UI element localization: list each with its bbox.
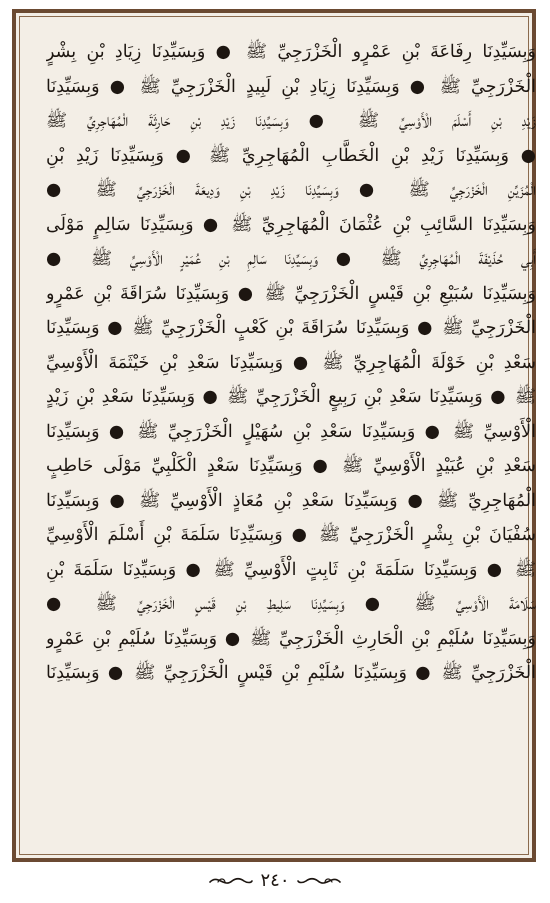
text-line: ﷺ ● وَبِسَيِّدِنَا سَلَمَةَ بْنِ ثَابِتٍ الْأَوْسِيِّ ﷺ ● وَبِسَيِّدِنَا سَلَمَةَ بْنِ: [46, 559, 536, 580]
text-line: أَبِي حُذَيْفَةَ الْمُهَاجِرِيِّ ﷺ ● وَبِسَيِّدِنَا سَالِمِ بْنِ عُمَيْرٍ الْأَوْسِيِّ ﷺ ●: [46, 249, 536, 269]
text-line: ● وَبِسَيِّدِنَا زَيْدِ بْنِ الْخَطَّابِ الْمُهَاجِرِيِّ ﷺ ● وَبِسَيِّدِنَا زَيْدِ بْنِ: [46, 145, 536, 166]
page-number: ٢٤٠: [260, 870, 290, 891]
text-line: سَلَامَةَ الْأَوْسِيِّ ﷺ ● وَبِسَيِّدِنَا سَلِيطِ بْنِ قَيْسٍ الْخَزْرَجِيِّ ﷺ ●: [46, 594, 536, 614]
page-frame: [12, 9, 536, 862]
text-line: الْخَزْرَجِيِّ ﷺ ● وَبِسَيِّدِنَا زِيَادِ بْنِ لَبِيدٍ الْخَزْرَجِيِّ ﷺ ● وَبِسَيِّدِنَا: [46, 76, 536, 97]
right-ornament-icon: [296, 872, 342, 890]
text-line: ﷺ ● وَبِسَيِّدِنَا سَعْدِ بْنِ رَبِيعٍ الْخَزْرَجِيِّ ﷺ ● وَبِسَيِّدِنَا سَعْدِ بْنِ زَيْدٍ: [46, 387, 536, 407]
text-line: وَبِسَيِّدِنَا رِفَاعَةَ بْنِ عَمْرٍو الْخَزْرَجِيِّ ﷺ ● وَبِسَيِّدِنَا زِيَادِ بْنِ بِشْرٍ: [46, 42, 536, 62]
text-line: الْأَوْسِيِّ ﷺ ● وَبِسَيِّدِنَا سَعْدِ بْنِ سُهَيْلٍ الْخَزْرَجِيِّ ﷺ ● وَبِسَيِّدِنَا: [46, 421, 536, 442]
text-line: زَيْدِ بْنِ أَسْلَمَ الْأَوْسِيِّ ﷺ ● وَبِسَيِّدِنَا زَيْدِ بْنِ حَارِثَةَ الْمُهَاجِرِيِّ ﷺ: [46, 111, 536, 131]
text-line: الْخَزْرَجِيِّ ﷺ ● وَبِسَيِّدِنَا سُلَيْمِ بْنِ قَيْسٍ الْخَزْرَجِيِّ ﷺ ● وَبِسَيِّدِنَا: [46, 663, 536, 683]
text-line: سَعْدِ بْنِ خَوْلَةَ الْمُهَاجِرِيِّ ﷺ ● وَبِسَيِّدِنَا سَعْدِ بْنِ خَيْثَمَةَ الْأَوْسِيِّ: [46, 352, 536, 373]
text-line: سَعْدِ بْنِ عُبَيْدٍ الْأَوْسِيِّ ﷺ ● وَبِسَيِّدِنَا سَعْدٍ الْكَلْبِيِّ مَوْلَى حَاطِبٍ: [46, 456, 536, 476]
text-line: وَبِسَيِّدِنَا سُلَيْمِ بْنِ الْحَارِثِ الْخَزْرَجِيِّ ﷺ ● وَبِسَيِّدِنَا سُلَيْمِ بْنِ عَمْرٍو: [46, 628, 536, 649]
text-line: الْمُهَاجِرِيِّ ﷺ ● وَبِسَيِّدِنَا سَعْدِ بْنِ مُعَاذٍ الْأَوْسِيِّ ﷺ ● وَبِسَيِّدِنَا: [46, 490, 536, 511]
page-footer: [0, 866, 550, 896]
left-ornament-icon: [208, 872, 254, 890]
text-line: الْمُزَيِّنِ الْخَزْرَجِيِّ ﷺ ● وَبِسَيِّدِنَا زَيْدِ بْنِ وَدِيعَةَ الْخَزْرَجِيِّ ﷺ ●: [46, 180, 536, 200]
text-line: الْخَزْرَجِيِّ ﷺ ● وَبِسَيِّدِنَا سُرَاقَةَ بْنِ كَعْبٍ الْخَزْرَجِيِّ ﷺ ● وَبِسَيِّدِنَا: [46, 318, 536, 338]
text-line: سُفْيَانَ بْنِ بِشْرٍ الْخَزْرَجِيِّ ﷺ ● وَبِسَيِّدِنَا سَلَمَةَ بْنِ أَسْلَمَ الْأَوْسِيِّ: [46, 525, 536, 545]
text-block: [46, 35, 536, 863]
text-line: وَبِسَيِّدِنَا السَّائِبِ بْنِ عُثْمَانَ الْمُهَاجِرِيِّ ﷺ ● وَبِسَيِّدِنَا سَالِمٍ مَوْلَى: [46, 214, 536, 235]
text-line: وَبِسَيِّدِنَا سُبَيْعِ بْنِ قَيْسٍ الْخَزْرَجِيِّ ﷺ ● وَبِسَيِّدِنَا سُرَاقَةَ بْنِ عَمْرٍو: [46, 283, 536, 304]
